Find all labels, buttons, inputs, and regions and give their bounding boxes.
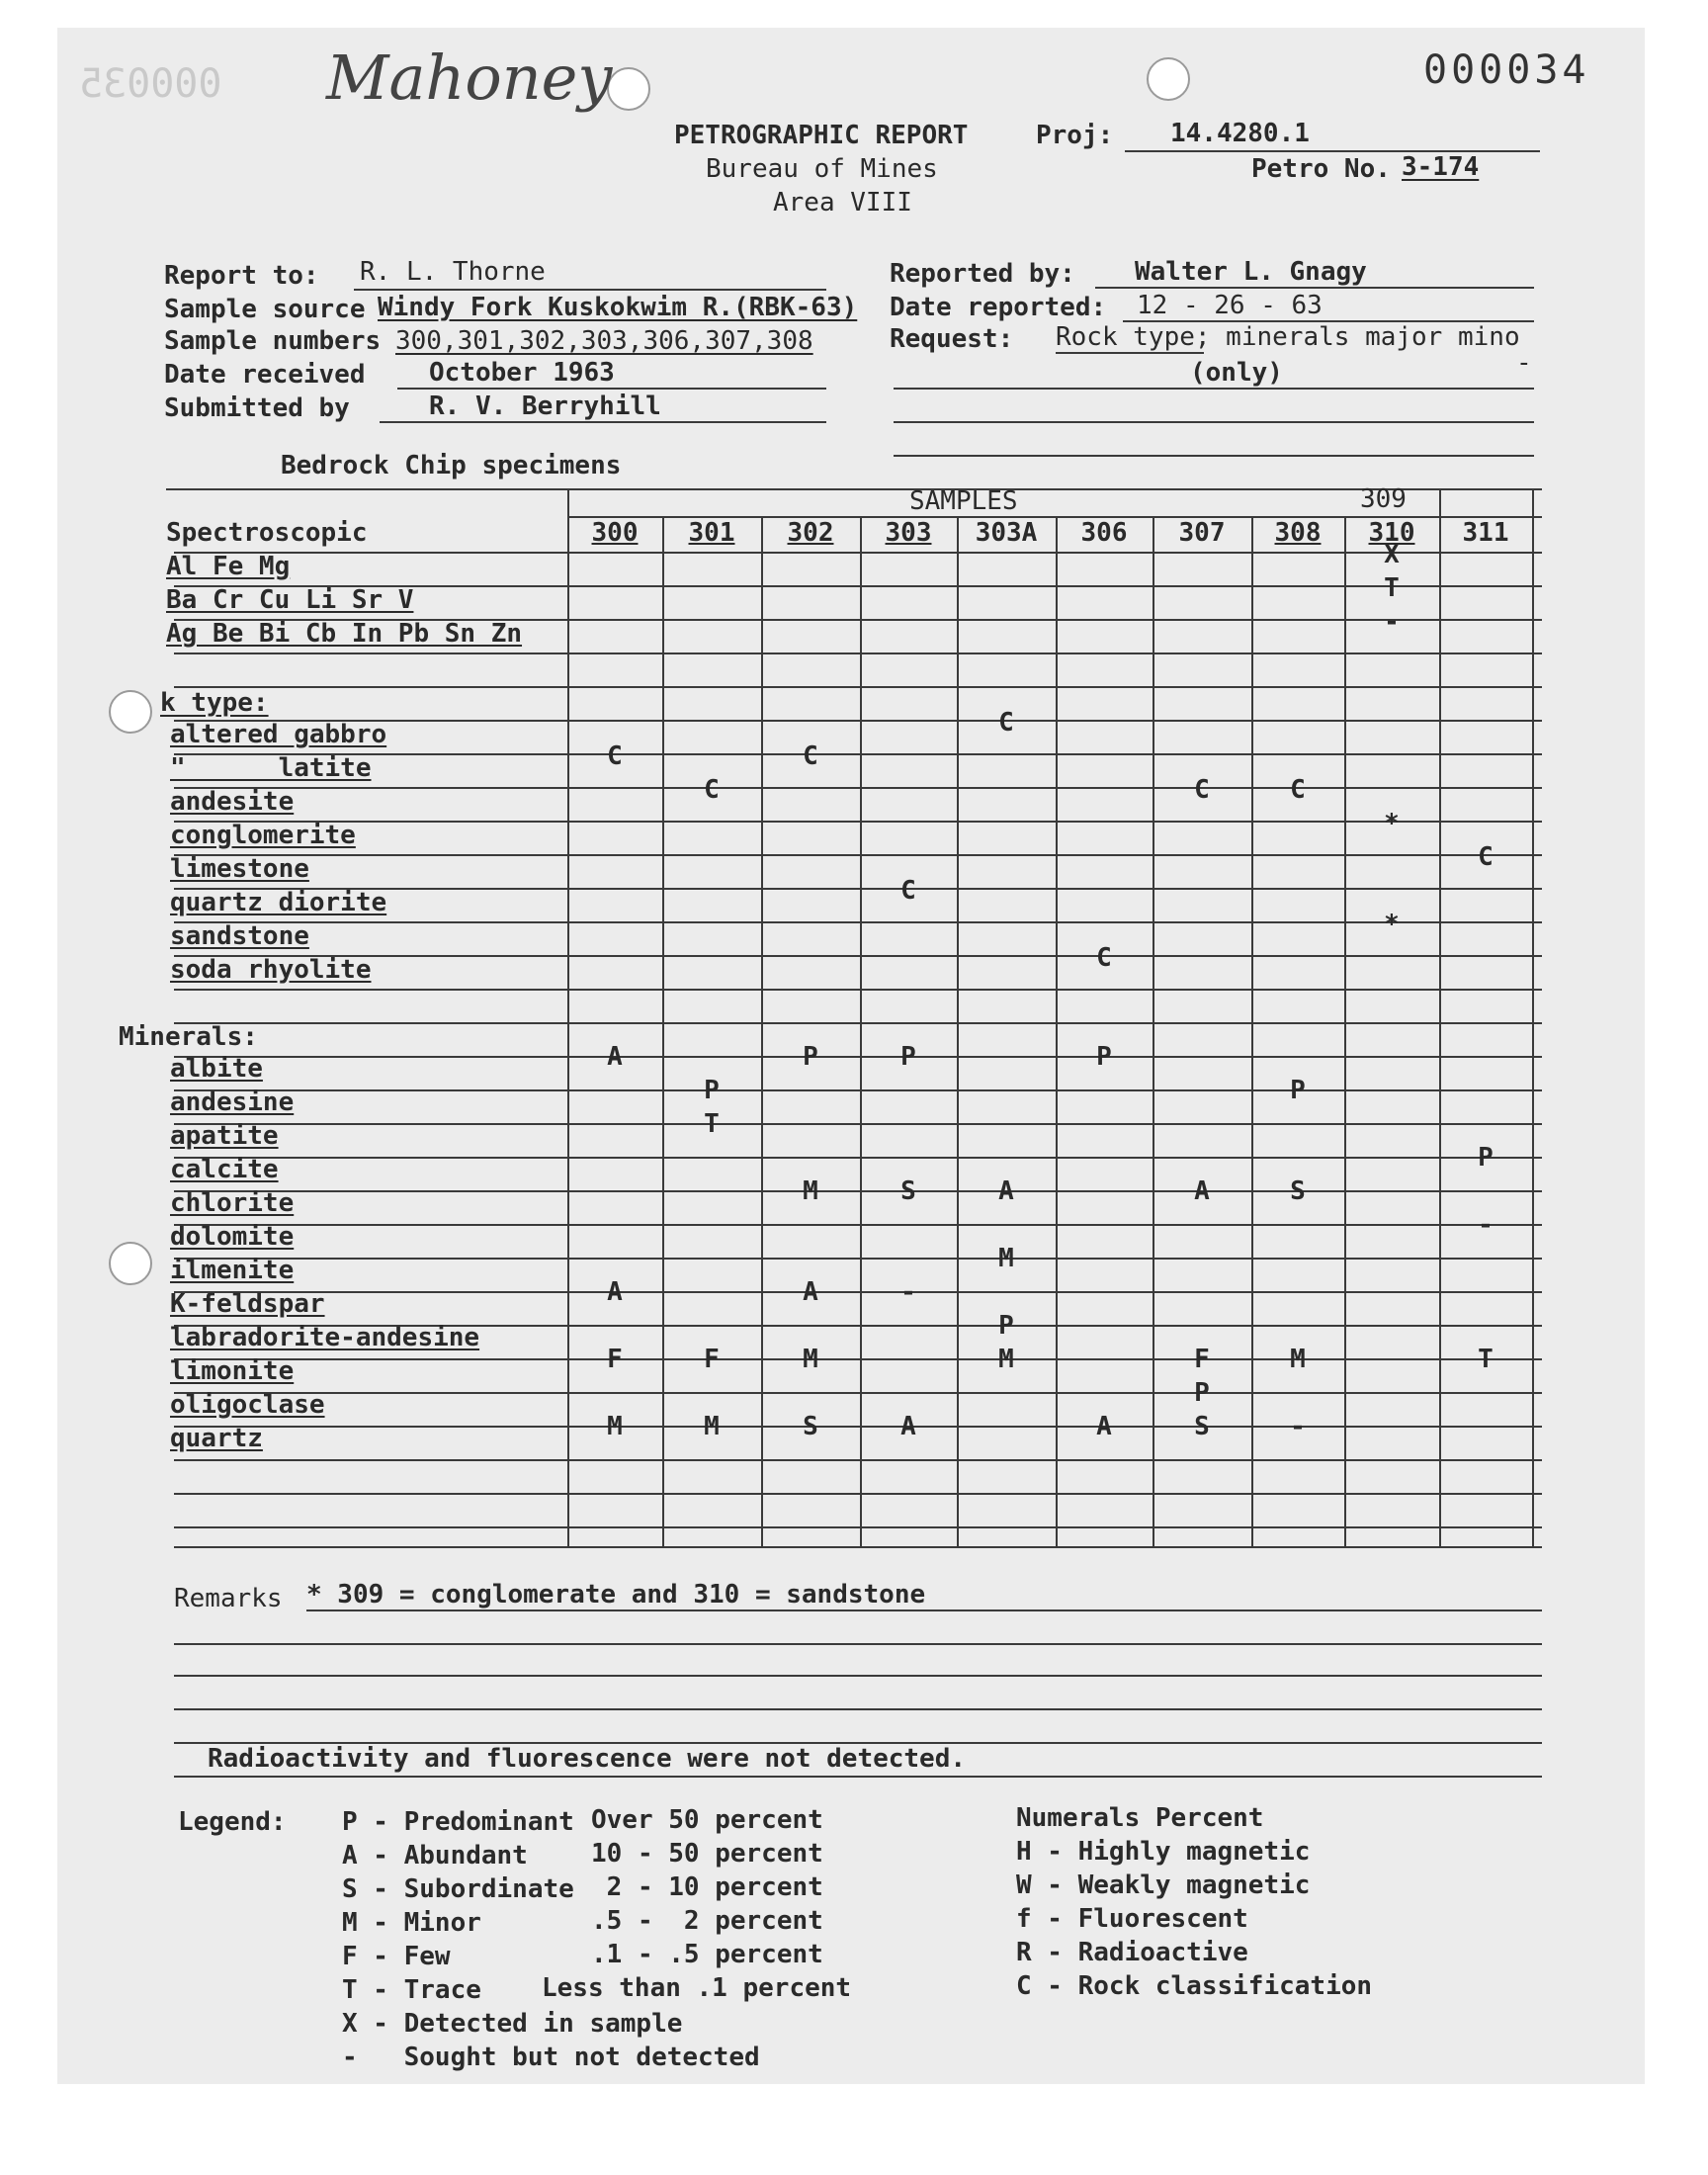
- table-cell: C: [1478, 842, 1494, 872]
- radioactivity-note: Radioactivity and fluorescence were not detected.: [208, 1744, 967, 1774]
- proj-value: 14.4280.1: [1170, 119, 1310, 148]
- table-cell: F: [704, 1345, 720, 1374]
- table-row-divider: [174, 686, 1542, 688]
- legend-entry: M - Minor: [342, 1908, 481, 1938]
- legend-entry: 10 - 50 percent: [591, 1839, 823, 1869]
- section-rock-type: k type:: [160, 688, 269, 718]
- legend-entry: A - Abundant: [342, 1841, 528, 1870]
- legend-entry: Less than .1 percent: [542, 1973, 852, 2003]
- table-row-divider: [174, 1459, 1542, 1461]
- table-row-divider: [174, 921, 1542, 923]
- table-cell: C: [803, 741, 818, 771]
- row-label: andesite: [170, 787, 295, 817]
- column-header-308: 308: [1274, 518, 1322, 548]
- table-cell: S: [1290, 1176, 1306, 1206]
- table-cell: T: [704, 1109, 720, 1139]
- agency-name: Bureau of Mines: [706, 154, 938, 184]
- report-to-label: Report to:: [164, 261, 319, 291]
- table-cell: T: [1384, 573, 1400, 603]
- column-header-301: 301: [688, 518, 735, 548]
- reported-by-value: Walter L. Gnagy: [1135, 257, 1367, 287]
- column-header-303a: 303A: [975, 518, 1038, 548]
- table-cell: -: [1478, 1210, 1494, 1240]
- report-to-underline: [354, 289, 826, 291]
- table-row-divider: [174, 1526, 1542, 1528]
- remarks-line-4: [174, 1708, 1542, 1710]
- row-label: dolomite: [170, 1222, 295, 1252]
- section-minerals: Minerals:: [119, 1022, 258, 1052]
- sample-numbers-label: Sample numbers: [164, 326, 382, 356]
- punch-hole-mid-left: [109, 690, 152, 734]
- table-column-divider: [1532, 488, 1534, 1546]
- table-row-divider: [174, 1123, 1542, 1125]
- column-header-311: 311: [1462, 518, 1509, 548]
- row-label: Al Fe Mg: [166, 552, 291, 581]
- remarks-label: Remarks: [174, 1584, 283, 1613]
- request-line1: Rock type; minerals major mino: [1056, 322, 1520, 352]
- column-header-306: 306: [1080, 518, 1128, 548]
- table-row-divider: [174, 1022, 1542, 1024]
- table-cell: A: [1096, 1412, 1112, 1441]
- reported-by-underline: [1095, 287, 1534, 289]
- sample-numbers-value: 300,301,302,303,306,307,308: [395, 326, 813, 356]
- table-cell: S: [803, 1412, 818, 1441]
- document-number: 000034: [1423, 47, 1590, 93]
- table-cell: C: [1096, 943, 1112, 973]
- legend-label: Legend:: [178, 1807, 287, 1837]
- column-header-307: 307: [1178, 518, 1226, 548]
- report-to-value: R. L. Thorne: [360, 257, 546, 287]
- table-row-divider: [174, 821, 1542, 823]
- table-cell: C: [1290, 775, 1306, 805]
- table-cell: C: [704, 775, 720, 805]
- samples-heading: SAMPLES: [909, 486, 1018, 516]
- table-cell: P: [1096, 1042, 1112, 1072]
- legend-entry: .1 - .5 percent: [591, 1940, 823, 1969]
- table-cell: S: [900, 1176, 916, 1206]
- table-cell: M: [803, 1345, 818, 1374]
- specimen-heading: Bedrock Chip specimens: [281, 451, 622, 480]
- row-label: quartz diorite: [170, 888, 387, 917]
- row-label: labradorite-andesine: [170, 1323, 480, 1352]
- sample-source-value: Windy Fork Kuskokwim R.(RBK-63): [378, 293, 858, 322]
- table-cell: C: [998, 708, 1014, 738]
- table-cell: C: [900, 876, 916, 906]
- table-cell: P: [1478, 1143, 1494, 1173]
- row-label: Ag Be Bi Cb In Pb Sn Zn: [166, 619, 523, 649]
- row-label: limonite: [170, 1356, 295, 1386]
- legend-entry: R - Radioactive: [1016, 1938, 1248, 1967]
- table-cell: F: [1194, 1345, 1210, 1374]
- legend-entry: Over 50 percent: [591, 1805, 823, 1835]
- date-received-value: October 1963: [429, 358, 615, 388]
- section-spectroscopic: Spectroscopic: [166, 518, 368, 548]
- row-label: conglomerite: [170, 821, 356, 850]
- submitted-by-underline: [380, 421, 826, 423]
- row-label: quartz: [170, 1424, 263, 1453]
- table-row-divider: [174, 552, 1542, 554]
- table-cell: C: [1194, 775, 1210, 805]
- request-dash: -: [1516, 348, 1532, 378]
- table-cell: X: [1384, 540, 1400, 569]
- table-row-divider: [174, 1157, 1542, 1159]
- row-label: sandstone: [170, 921, 309, 951]
- table-cell: A: [900, 1412, 916, 1441]
- date-reported-value: 12 - 26 - 63: [1137, 291, 1323, 320]
- table-cell: P: [704, 1076, 720, 1105]
- request-rock-type-underline: [1056, 352, 1204, 354]
- column-header-303: 303: [885, 518, 932, 548]
- remarks-text: * 309 = conglomerate and 310 = sandstone: [306, 1580, 926, 1610]
- extra-sample-number: 309: [1360, 484, 1407, 514]
- remarks-line-3: [174, 1675, 1542, 1677]
- table-cell: *: [1384, 910, 1400, 939]
- legend-entry: S - Subordinate: [342, 1874, 574, 1904]
- table-cell: M: [704, 1412, 720, 1441]
- radioactivity-underline: [174, 1776, 1542, 1778]
- request-underline-3: [894, 455, 1534, 457]
- row-label: Ba Cr Cu Li Sr V: [166, 585, 414, 615]
- row-label: K-feldspar: [170, 1289, 325, 1319]
- area-name: Area VIII: [773, 188, 912, 218]
- table-row-divider: [174, 1224, 1542, 1226]
- table-cell: A: [607, 1042, 623, 1072]
- table-row-divider: [174, 652, 1542, 654]
- row-label: albite: [170, 1054, 263, 1084]
- row-label: ilmenite: [170, 1256, 295, 1285]
- legend-entry: P - Predominant: [342, 1807, 574, 1837]
- column-header-310: 310: [1368, 518, 1415, 548]
- request-underline-2: [894, 421, 1534, 423]
- legend-entry: 2 - 10 percent: [591, 1872, 823, 1902]
- row-label: chlorite: [170, 1188, 295, 1218]
- table-column-divider: [567, 488, 569, 1546]
- column-header-302: 302: [787, 518, 834, 548]
- table-top-line: [166, 488, 1542, 490]
- table-column-divider: [1439, 488, 1441, 1546]
- table-cell: P: [1194, 1378, 1210, 1408]
- table-cell: P: [1290, 1076, 1306, 1105]
- legend-entry: C - Rock classification: [1016, 1971, 1373, 2001]
- table-row-divider: [174, 1546, 1542, 1548]
- petro-value: 3-174: [1402, 152, 1480, 182]
- legend-entry: - Sought but not detected: [342, 2043, 760, 2072]
- table-cell: M: [998, 1345, 1014, 1374]
- report-sheet: [57, 28, 1645, 2084]
- legend-entry: F - Few: [342, 1942, 451, 1971]
- table-row-divider: [174, 1392, 1542, 1394]
- table-row-divider: [174, 1493, 1542, 1495]
- handwritten-name: Mahoney: [326, 42, 613, 114]
- table-cell: M: [803, 1176, 818, 1206]
- remarks-line-2: [174, 1643, 1542, 1645]
- legend-entry: X - Detected in sample: [342, 2009, 683, 2039]
- submitted-by-value: R. V. Berryhill: [429, 392, 661, 421]
- table-cell: A: [1194, 1176, 1210, 1206]
- table-cell: A: [998, 1176, 1014, 1206]
- table-cell: *: [1384, 809, 1400, 838]
- ghost-document-number: 000035: [79, 61, 222, 107]
- report-title: PETROGRAPHIC REPORT: [674, 121, 969, 150]
- date-received-label: Date received: [164, 360, 366, 390]
- table-cell: -: [1384, 607, 1400, 637]
- row-label: calcite: [170, 1155, 279, 1184]
- column-header-300: 300: [591, 518, 639, 548]
- row-label: altered gabbro: [170, 720, 387, 749]
- table-row-divider: [174, 854, 1542, 856]
- table-row-divider: [174, 989, 1542, 991]
- submitted-by-label: Submitted by: [164, 393, 350, 423]
- table-cell: M: [998, 1244, 1014, 1273]
- legend-entry: H - Highly magnetic: [1016, 1837, 1311, 1867]
- row-label: oligoclase: [170, 1390, 325, 1420]
- table-cell: -: [1290, 1412, 1306, 1441]
- punch-hole-low-left: [109, 1242, 152, 1285]
- punch-hole-top-right: [1147, 57, 1190, 101]
- legend-entry: W - Weakly magnetic: [1016, 1870, 1311, 1900]
- sample-source-label: Sample source: [164, 295, 366, 324]
- request-line2: (only): [1190, 358, 1283, 388]
- legend-entry: T - Trace: [342, 1975, 481, 2005]
- row-label: apatite: [170, 1121, 279, 1151]
- proj-label: Proj:: [1036, 121, 1114, 150]
- date-received-underline: [397, 388, 826, 390]
- row-label: limestone: [170, 854, 309, 884]
- table-row-divider: [174, 1258, 1542, 1260]
- request-label: Request:: [890, 324, 1014, 354]
- table-cell: -: [900, 1277, 916, 1307]
- row-label: soda rhyolite: [170, 955, 372, 985]
- row-label: " latite: [170, 753, 372, 783]
- table-cell: P: [900, 1042, 916, 1072]
- table-cell: A: [803, 1277, 818, 1307]
- legend-entry: f - Fluorescent: [1016, 1904, 1248, 1934]
- table-cell: T: [1478, 1345, 1494, 1374]
- legend-entry: Numerals Percent: [1016, 1803, 1264, 1833]
- request-underline-1: [894, 388, 1534, 390]
- date-reported-label: Date reported:: [890, 293, 1107, 322]
- table-cell: M: [607, 1412, 623, 1441]
- table-cell: P: [998, 1311, 1014, 1341]
- reported-by-label: Reported by:: [890, 259, 1075, 289]
- legend-entry: .5 - 2 percent: [591, 1906, 823, 1936]
- table-cell: P: [803, 1042, 818, 1072]
- punch-hole-top-left: [607, 67, 650, 111]
- table-cell: A: [607, 1277, 623, 1307]
- row-label: andesine: [170, 1088, 295, 1117]
- table-cell: S: [1194, 1412, 1210, 1441]
- table-cell: M: [1290, 1345, 1306, 1374]
- petro-label: Petro No.: [1251, 154, 1391, 184]
- table-cell: C: [607, 741, 623, 771]
- table-cell: F: [607, 1345, 623, 1374]
- table-row-divider: [174, 955, 1542, 957]
- remarks-line-1: [306, 1610, 1542, 1611]
